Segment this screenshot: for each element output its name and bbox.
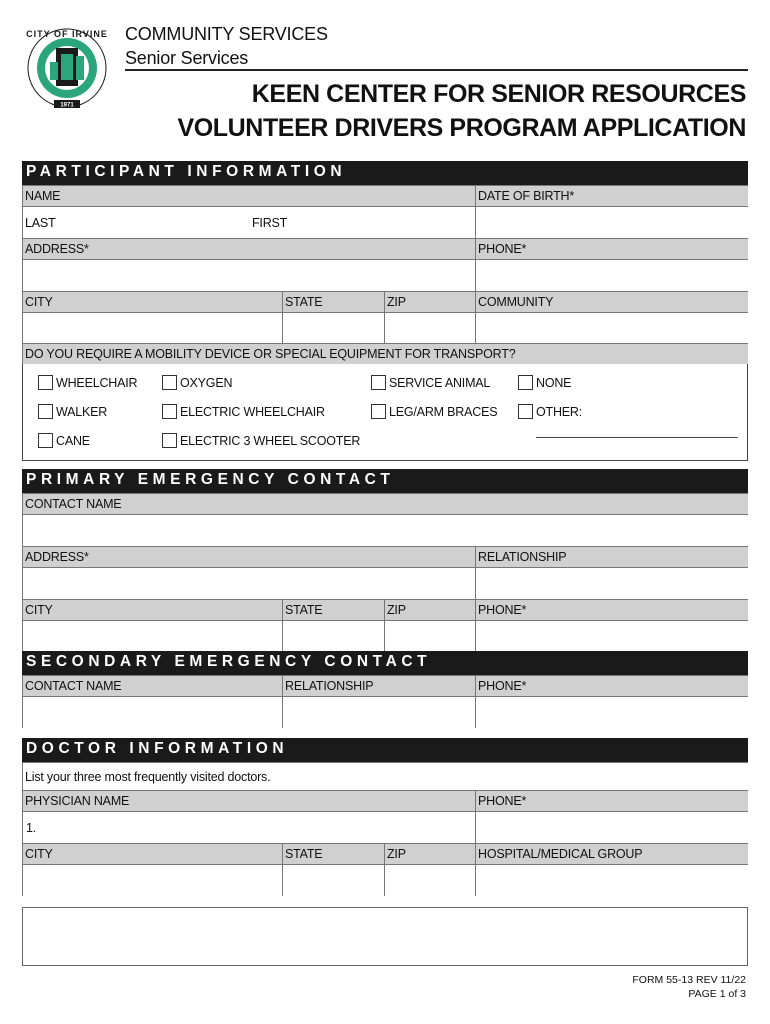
doctor-city-label: CITY — [22, 843, 282, 864]
form-title-line2: VOLUNTEER DRIVERS PROGRAM APPLICATION — [177, 114, 746, 142]
mobility-question: DO YOU REQUIRE A MOBILITY DEVICE OR SPECIAL EQUIPMENT FOR TRANSPORT? — [22, 343, 748, 364]
secondary-contact-name-label: CONTACT NAME — [22, 675, 282, 696]
state-field[interactable] — [282, 312, 384, 343]
secondary-contact-heading: SECONDARY EMERGENCY CONTACT — [22, 651, 748, 675]
hospital-field[interactable] — [475, 864, 748, 896]
doctor-zip-label: ZIP — [384, 843, 475, 864]
zip-label: ZIP — [384, 291, 475, 312]
name-label: NAME — [22, 185, 475, 206]
city-label: CITY — [22, 291, 282, 312]
secondary-contact-name-field[interactable] — [22, 696, 282, 728]
physician-row-number: 1. — [26, 821, 37, 835]
physician-name-field[interactable] — [22, 811, 475, 843]
primary-zip-field[interactable] — [384, 620, 475, 651]
svg-text:CITY OF IRVINE: CITY OF IRVINE — [26, 29, 108, 39]
doctor-heading: DOCTOR INFORMATION — [22, 738, 748, 762]
other-specify-line[interactable] — [536, 437, 738, 438]
phone-label: PHONE* — [475, 238, 748, 259]
primary-contact-name-field[interactable] — [22, 514, 748, 546]
phone-field[interactable] — [475, 259, 748, 291]
oxygen-label: OXYGEN — [180, 376, 233, 390]
scooter-label: ELECTRIC 3 WHEEL SCOOTER — [180, 434, 361, 448]
page-number: PAGE 1 of 3 — [688, 988, 746, 1000]
physician-name-label: PHYSICIAN NAME — [22, 790, 475, 811]
other-label: OTHER: — [536, 405, 583, 419]
form-title-line1: KEEN CENTER FOR SENIOR RESOURCES — [251, 80, 746, 108]
primary-address-field[interactable] — [22, 567, 475, 599]
electric-wheelchair-checkbox[interactable] — [162, 404, 177, 419]
leg-arm-braces-label: LEG/ARM BRACES — [389, 405, 498, 419]
community-label: COMMUNITY — [475, 291, 748, 312]
primary-relationship-field[interactable] — [475, 567, 748, 599]
zip-field[interactable] — [384, 312, 475, 343]
service-animal-label: SERVICE ANIMAL — [389, 376, 491, 390]
address-field[interactable] — [22, 259, 475, 291]
primary-address-label: ADDRESS* — [22, 546, 475, 567]
org-subtitle: Senior Services — [125, 48, 249, 68]
scooter-checkbox[interactable] — [162, 433, 177, 448]
primary-phone-label: PHONE* — [475, 599, 748, 620]
dob-label: DATE OF BIRTH* — [475, 185, 748, 206]
none-checkbox[interactable] — [518, 375, 533, 390]
secondary-phone-field[interactable] — [475, 696, 748, 728]
state-label: STATE — [282, 291, 384, 312]
doctor-zip-field[interactable] — [384, 864, 475, 896]
electric-wheelchair-label: ELECTRIC WHEELCHAIR — [180, 405, 325, 419]
doctor-phone-label: PHONE* — [475, 790, 748, 811]
primary-state-label: STATE — [282, 599, 384, 620]
last-name-hint: LAST — [25, 216, 56, 230]
primary-state-field[interactable] — [282, 620, 384, 651]
wheelchair-label: WHEELCHAIR — [56, 376, 138, 390]
dob-field[interactable] — [475, 206, 748, 238]
primary-contact-heading: PRIMARY EMERGENCY CONTACT — [22, 469, 748, 493]
other-checkbox[interactable] — [518, 404, 533, 419]
doctor-city-field[interactable] — [22, 864, 282, 896]
city-field[interactable] — [22, 312, 282, 343]
city-of-irvine-logo — [26, 24, 108, 112]
service-animal-checkbox[interactable] — [371, 375, 386, 390]
none-label: NONE — [536, 376, 572, 390]
community-field[interactable] — [475, 312, 748, 343]
secondary-relationship-field[interactable] — [282, 696, 475, 728]
primary-relationship-label: RELATIONSHIP — [475, 546, 748, 567]
primary-city-label: CITY — [22, 599, 282, 620]
address-label: ADDRESS* — [22, 238, 475, 259]
secondary-relationship-label: RELATIONSHIP — [282, 675, 475, 696]
cane-checkbox[interactable] — [38, 433, 53, 448]
primary-phone-field[interactable] — [475, 620, 748, 651]
form-number: FORM 55-13 REV 11/22 — [632, 974, 746, 986]
walker-label: WALKER — [56, 405, 108, 419]
wheelchair-checkbox[interactable] — [38, 375, 53, 390]
doctor-instructions: List your three most frequently visited doctors. — [22, 762, 748, 790]
primary-city-field[interactable] — [22, 620, 282, 651]
leg-arm-braces-checkbox[interactable] — [371, 404, 386, 419]
svg-text:1971: 1971 — [60, 102, 74, 109]
participant-heading: PARTICIPANT INFORMATION — [22, 161, 748, 185]
doctor-phone-field[interactable] — [475, 811, 748, 843]
doctor-state-label: STATE — [282, 843, 384, 864]
doctor-state-field[interactable] — [282, 864, 384, 896]
header-divider — [125, 69, 748, 71]
notes-box[interactable] — [22, 907, 748, 966]
first-name-hint: FIRST — [252, 216, 288, 230]
secondary-phone-label: PHONE* — [475, 675, 748, 696]
hospital-label: HOSPITAL/MEDICAL GROUP — [475, 843, 748, 864]
primary-contact-name-label: CONTACT NAME — [22, 493, 748, 514]
walker-checkbox[interactable] — [38, 404, 53, 419]
org-name: COMMUNITY SERVICES — [125, 24, 328, 44]
name-field[interactable] — [22, 206, 475, 238]
primary-zip-label: ZIP — [384, 599, 475, 620]
oxygen-checkbox[interactable] — [162, 375, 177, 390]
cane-label: CANE — [56, 434, 90, 448]
